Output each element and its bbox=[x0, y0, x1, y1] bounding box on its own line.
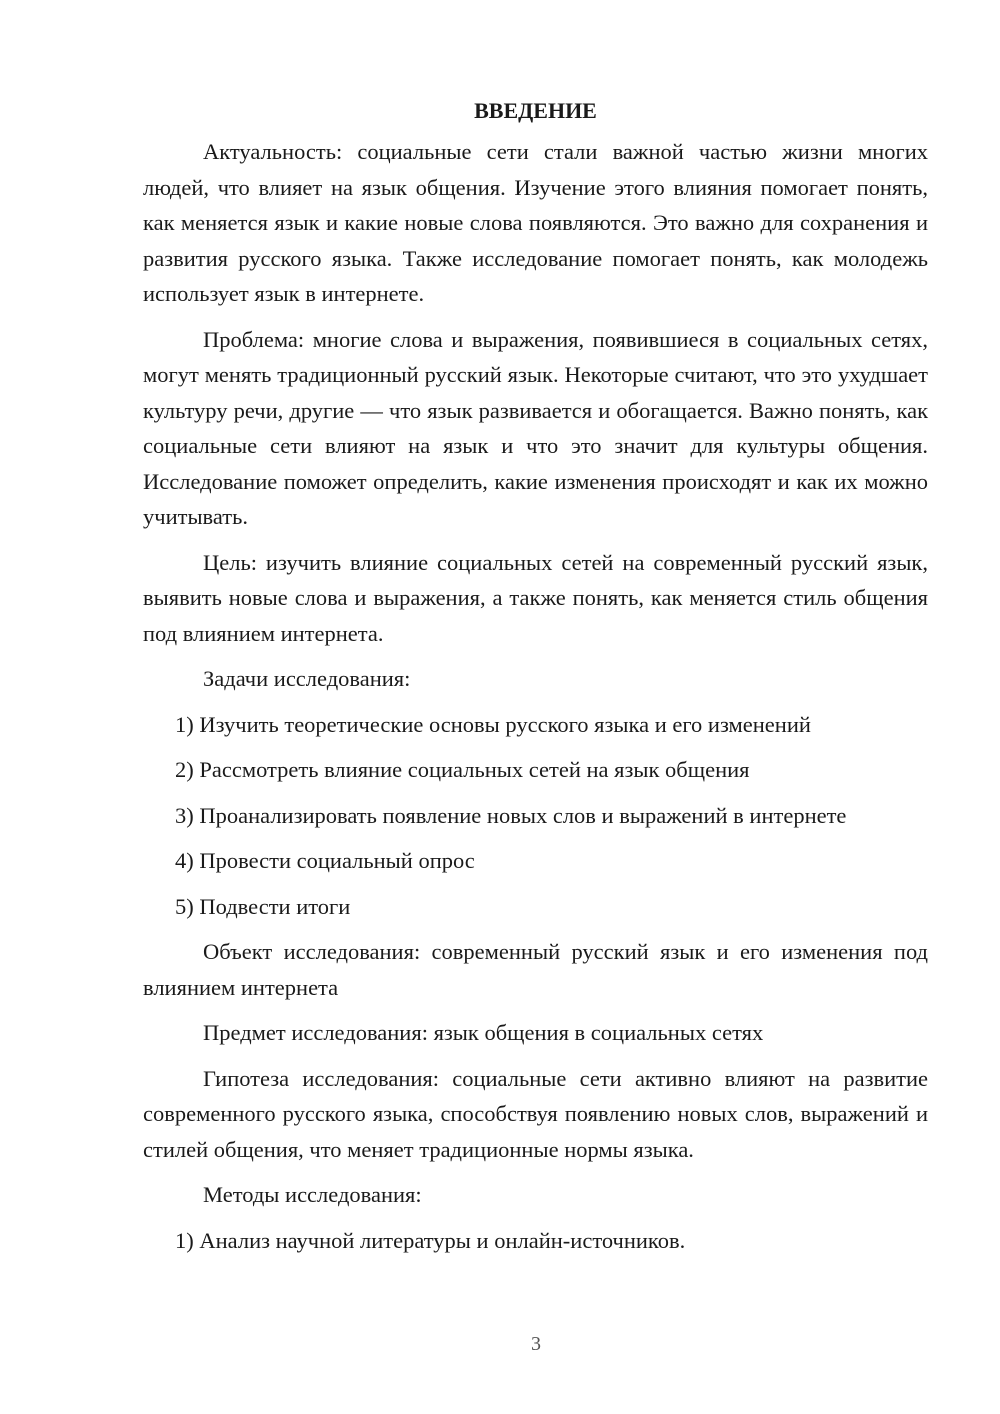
document-page bbox=[143, 96, 928, 1268]
page-number: 3 bbox=[531, 1333, 541, 1355]
method-item: 1) Анализ научной литературы и онлайн-источников. bbox=[175, 1227, 686, 1253]
relevance-paragraph: Актуальность: социальные сети стали важной частью жизни многих людей, что влияет на язык общения. Изучение этого влияния помогает понять, как меняется язык и какие новые слова появляются. Это важно для сохранения и развития русского языка. Также исследование помогает понять, как молодежь использует язык в интернете. bbox=[143, 139, 928, 306]
goal-paragraph: Цель: изучить влияние социальных сетей на современный русский язык, выявить новые слова и выражения, а также понять, как меняется стиль общения под влиянием интернета. bbox=[143, 549, 928, 646]
task-item: 1) Изучить теоретические основы русского языка и его изменений bbox=[175, 711, 811, 737]
tasks-heading: Задачи исследования: bbox=[203, 666, 411, 691]
hypothesis-paragraph: Гипотеза исследования: социальные сети активно влияют на развитие современного русского языка, способствуя появлению новых слов, выражений и стилей общения, что меняет традиционные нормы языка. bbox=[143, 1065, 928, 1162]
subject-paragraph: Предмет исследования: язык общения в социальных сетях bbox=[203, 1020, 764, 1045]
object-paragraph: Объект исследования: современный русский язык и его изменения под влиянием интернета bbox=[143, 939, 928, 1000]
task-item: 5) Подвести итоги bbox=[175, 893, 351, 919]
methods-heading: Методы исследования: bbox=[203, 1182, 422, 1207]
section-title: ВВЕДЕНИЕ bbox=[474, 98, 597, 123]
task-item: 4) Провести социальный опрос bbox=[175, 848, 475, 873]
task-item: 2) Рассмотреть влияние социальных сетей на язык общения bbox=[175, 757, 750, 782]
problem-paragraph: Проблема: многие слова и выражения, появившиеся в социальных сетях, могут менять традиционный русский язык. Некоторые считают, что это ухудшает культуру речи, другие — что язык развивается и обогащается. Важно понять, как социальные сети влияют на язык и что это значит для культуры общения. Исследование поможет определить, какие изменения происходят и как их можно учитывать. bbox=[143, 326, 928, 529]
task-item: 3) Проанализировать появление новых слов и выражений в интернете bbox=[175, 802, 847, 828]
